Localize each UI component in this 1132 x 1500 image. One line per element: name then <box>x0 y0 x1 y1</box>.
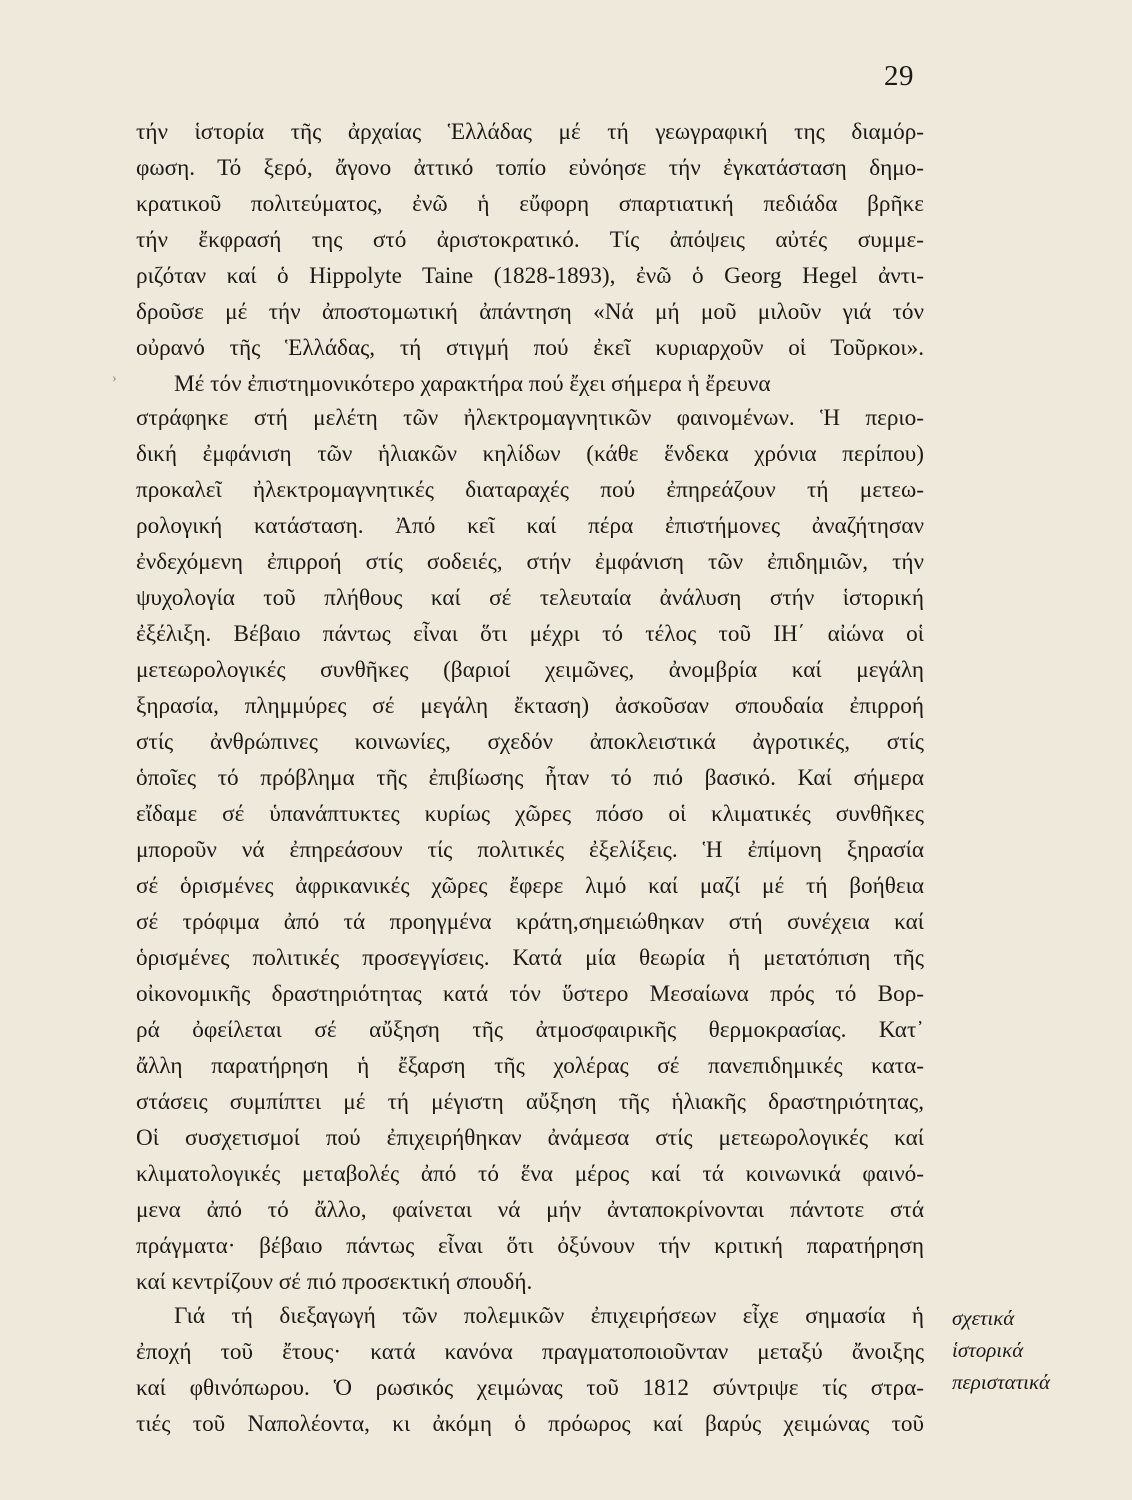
text-line: τιές τοῦ Ναπολέοντα, κι ἀκόμη ὁ πρόωρος καί βαρύς χειμώνας τοῦ <box>136 1411 924 1437</box>
marginal-note-line: ἱστορικά <box>952 1338 1024 1362</box>
text-line: Μέ τόν ἐπιστημονικότερο χαρακτήρα πού ἔχει σήμερα ἡ ἔρευνα <box>174 371 771 397</box>
text-line: εἴδαμε σέ ὑπανάπτυκτες κυρίως χῶρες πόσο οἱ κλιματικές συνθῆκες <box>136 801 924 827</box>
text-line: μποροῦν νά ἐπηρεάσουν τίς πολιτικές ἐξελίξεις. Ἡ ἐπίμονη ξηρασία <box>136 837 924 863</box>
text-line: ρολογική κατάσταση. Ἀπό κεῖ καί πέρα ἐπιστήμονες ἀναζήτησαν <box>136 513 924 539</box>
marginal-note-line: περιστατικά <box>952 1370 1051 1394</box>
marginal-note <box>952 1302 1092 1398</box>
text-line: μενα ἀπό τό ἄλλο, φαίνεται νά μήν ἀνταποκρίνονται πάντοτε στά <box>136 1197 924 1223</box>
text-line: σέ τρόφιμα ἀπό τά προηγμένα κράτη,σημειώθηκαν στή συνέχεια καί <box>136 909 924 935</box>
text-line: ἐξέλιξη. Βέβαιο πάντως εἶναι ὅτι μέχρι τό τέλος τοῦ ΙΗ΄ αἰώνα οἱ <box>136 621 924 647</box>
page-number: 29 <box>884 60 914 92</box>
text-line: προκαλεῖ ἠλεκτρομαγνητικές διαταραχές πού ἐπηρεάζουν τή μετεω- <box>136 477 924 503</box>
text-line: καί κεντρίζουν σέ πιό προσεκτική σπουδή. <box>136 1269 533 1295</box>
text-line: ἐποχή τοῦ ἔτους· κατά κανόνα πραγματοποιοῦνταν μεταξύ ἄνοιξης <box>136 1339 924 1365</box>
text-line: ἄλλη παρατήρηση ἡ ἔξαρση τῆς χολέρας σέ πανεπιδημικές κατα- <box>136 1053 924 1079</box>
text-line: δροῦσε μέ τήν ἀποστομωτική ἀπάντηση «Νά μή μοῦ μιλοῦν γιά τόν <box>136 299 924 325</box>
text-line: στάσεις συμπίπτει μέ τή μέγιστη αὔξηση τῆς ἡλιακῆς δραστηριότητας, <box>136 1089 924 1115</box>
text-line: τήν ἔκφρασή της στό ἀριστοκρατικό. Τίς ἀπόψεις αὐτές συμμε- <box>136 227 924 253</box>
text-line: στίς ἀνθρώπινες κοινωνίες, σχεδόν ἀποκλειστικά ἀγροτικές, στίς <box>136 729 924 755</box>
text-line: ριζόταν καί ὁ Hippolyte Taine (1828-1893), ἐνῶ ὁ Georg Hegel ἀντι- <box>136 263 924 289</box>
text-line: κλιματολογικές μεταβολές ἀπό τό ἕνα μέρος καί τά κοινωνικά φαινό- <box>136 1161 924 1187</box>
text-line: κρατικοῦ πολιτεύματος, ἐνῶ ἡ εὔφορη σπαρτιατική πεδιάδα βρῆκε <box>136 191 924 217</box>
text-line: πράγματα· βέβαιο πάντως εἶναι ὅτι ὀξύνουν τήν κριτική παρατήρηση <box>136 1233 924 1259</box>
text-line: ξηρασία, πλημμύρες σέ μεγάλη ἔκταση) ἀσκοῦσαν σπουδαία ἐπιρροή <box>136 693 924 719</box>
text-line: σέ ὁρισμένες ἀφρικανικές χῶρες ἔφερε λιμό καί μαζί μέ τή βοήθεια <box>136 873 924 899</box>
text-line: Οἱ συσχετισμοί πού ἐπιχειρήθηκαν ἀνάμεσα στίς μετεωρολογικές καί <box>136 1125 924 1151</box>
text-line: ἐνδεχόμενη ἐπιρροή στίς σοδειές, στήν ἐμφάνιση τῶν ἐπιδημιῶν, τήν <box>136 549 924 575</box>
text-line: φωση. Τό ξερό, ἄγονο ἀττικό τοπίο εὐνόησε τήν ἐγκατάσταση δημο- <box>136 155 924 181</box>
text-line: ψυχολογία τοῦ πλήθους καί σέ τελευταία ἀνάλυση στήν ἱστορική <box>136 585 924 611</box>
text-line: οὐρανό τῆς Ἑλλάδας, τή στιγμή πού ἐκεῖ κυριαρχοῦν οἱ Τοῦρκοι». <box>136 335 924 361</box>
text-line: καί φθινόπωρου. Ὁ ρωσικός χειμώνας τοῦ 1812 σύντριψε τίς στρα- <box>136 1375 924 1401</box>
text-line: ὁρισμένες πολιτικές προσεγγίσεις. Κατά μία θεωρία ἡ μετατόπιση τῆς <box>136 945 924 971</box>
text-line: ὁποῖες τό πρόβλημα τῆς ἐπιβίωσης ἦταν τό πιό βασικό. Καί σήμερα <box>136 765 924 791</box>
text-line: μετεωρολογικές συνθῆκες (βαριοί χειμῶνες, ἀνομβρία καί μεγάλη <box>136 657 924 683</box>
text-line: οἰκονομικῆς δραστηριότητας κατά τόν ὕστερο Μεσαίωνα πρός τό Βορ- <box>136 981 924 1007</box>
marginal-note-line: σχετικά <box>952 1306 1015 1330</box>
paragraph-marker-icon: › <box>112 371 117 386</box>
text-line: στράφηκε στή μελέτη τῶν ἠλεκτρομαγνητικῶν φαινομένων. Ἡ περιο- <box>136 405 924 431</box>
text-line: δική ἐμφάνιση τῶν ἡλιακῶν κηλίδων (κάθε ἕνδεκα χρόνια περίπου) <box>136 441 924 467</box>
text-line: τήν ἱστορία τῆς ἀρχαίας Ἑλλάδας μέ τή γεωγραφική της διαμόρ- <box>136 119 924 145</box>
text-line: ρά ὀφείλεται σέ αὔξηση τῆς ἀτμοσφαιρικῆς θερμοκρασίας. Κατ᾽ <box>136 1017 924 1043</box>
text-line: Γιά τή διεξαγωγή τῶν πολεμικῶν ἐπιχειρήσεων εἶχε σημασία ἡ <box>174 1303 924 1329</box>
